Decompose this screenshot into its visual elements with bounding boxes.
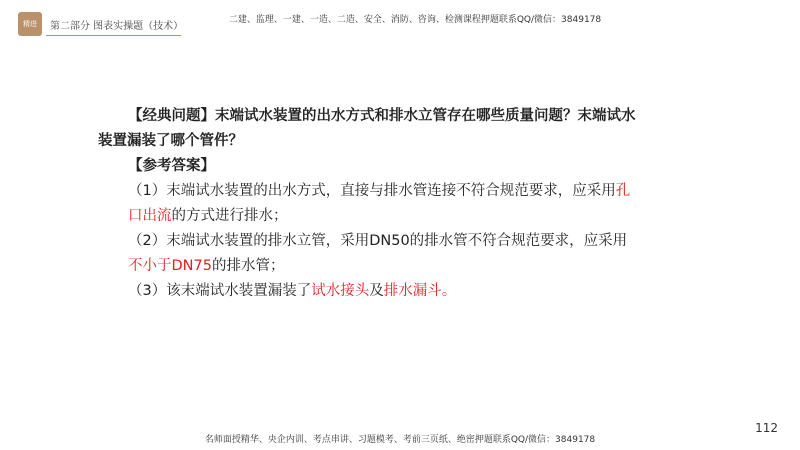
answer-item-1-suffix: 的方式进行排水； [171,208,288,224]
answer-item-3-middle: 及 [369,283,384,299]
page-number: 112 [755,421,778,435]
answer-item-3 [98,279,638,304]
main-content [98,104,638,304]
answer-item-2-text: （2）末端试水装置的排水立管，采用DN50的排水管不符合规范要求，应采用 [128,233,628,249]
answer-item-3-highlight-2: 排水漏斗。 [383,283,457,299]
answer-item-3-highlight: 试水接头 [311,283,370,299]
question-label: 【经典问题】 [128,108,215,124]
header-divider [46,35,181,36]
answer-item-1-highlight: 孔口出流 [128,183,631,224]
answer-title: 【参考答案】 [128,158,215,174]
section-title: 第二部分 图表实操题（技术） [50,21,184,32]
answer-item-1-text: （1）末端试水装置的出水方式，直接与排水管连接不符合规范要求，应采用 [128,183,616,199]
question-text: 末端试水装置的出水方式和排水立管存在哪些质量问题？末端试水装置漏装了哪个管件？ [98,108,636,149]
answer-item-2-suffix: 的排水管； [211,258,285,274]
answer-item-1 [98,179,638,229]
answer-item-3-text: （3）该末端试水装置漏装了 [128,283,312,299]
question [98,104,638,154]
answer-item-2-highlight: 不小于DN75 [128,258,212,274]
answer-item-2 [98,229,638,279]
logo: 精进 [18,12,42,36]
bottom-banner-text: 名师面授精华、央企内训、考点串讲、习题模考、考前三页纸、绝密押题联系QQ/微信：3849178 [204,435,596,445]
top-banner-text: 二建、监理、一建、一造、二造、安全、消防、咨询、检测课程押题联系QQ/微信：3849178 [228,15,602,25]
